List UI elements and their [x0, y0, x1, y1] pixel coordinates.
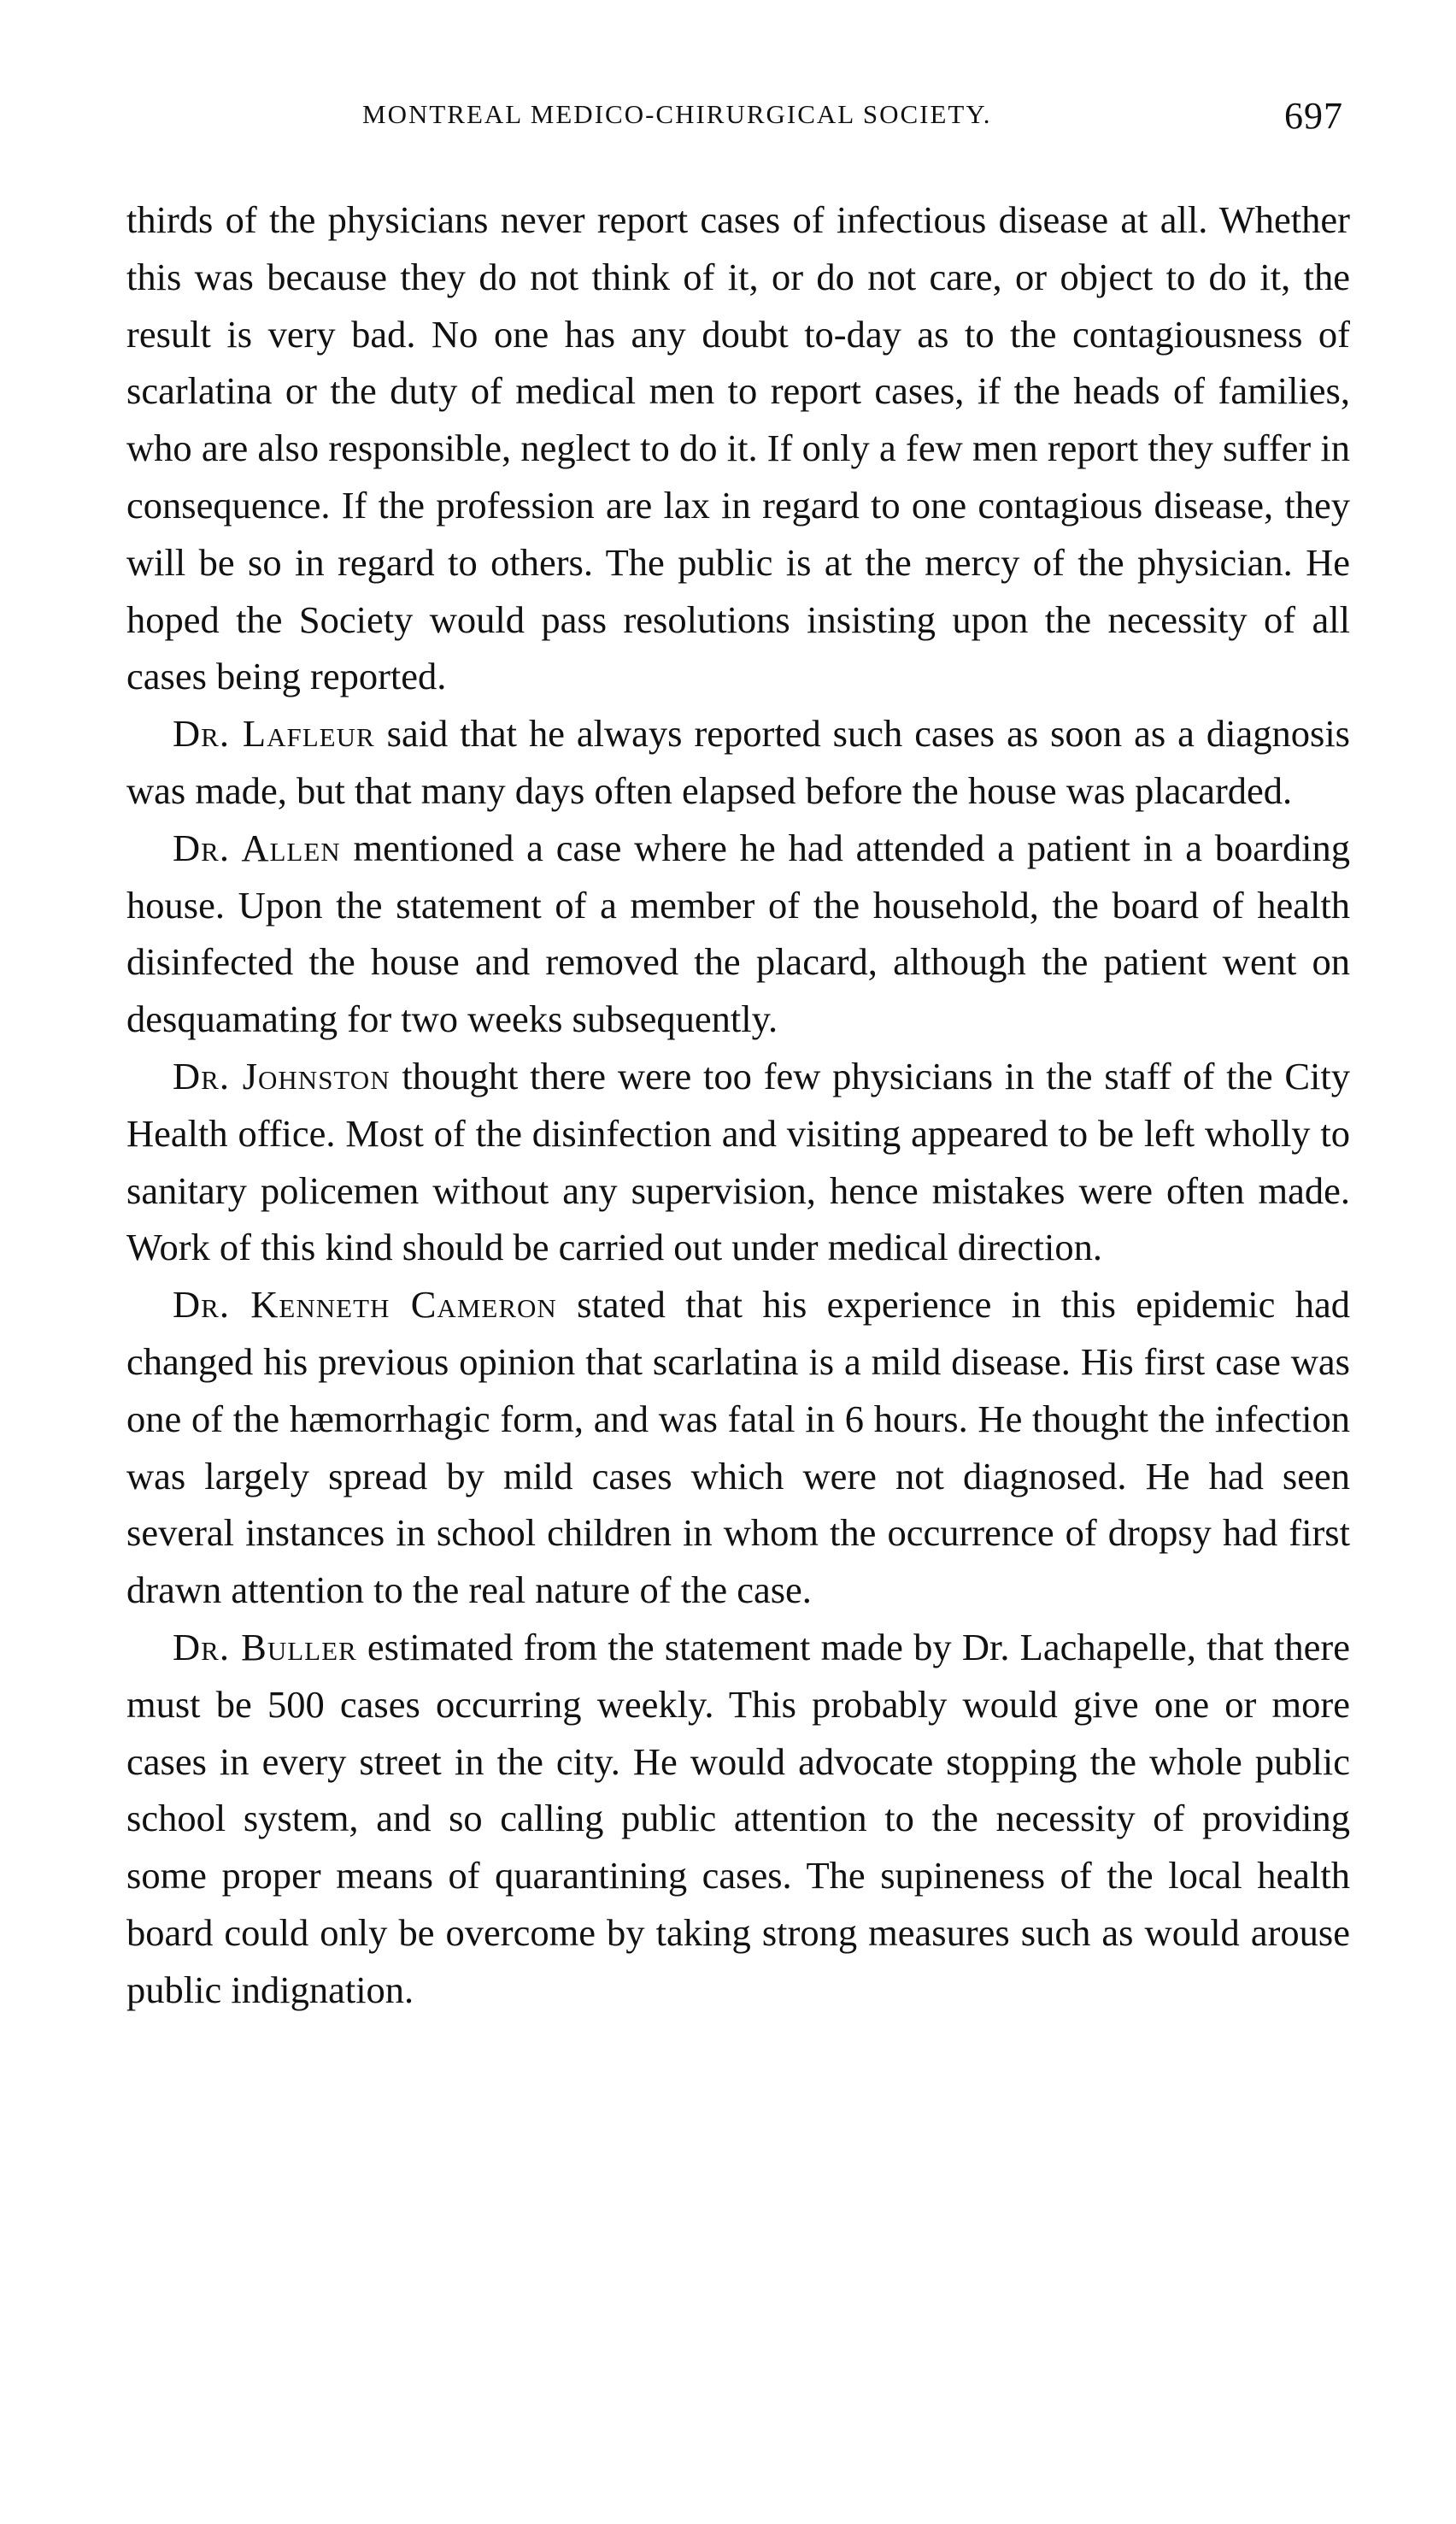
paragraph-allen: [126, 820, 1350, 1048]
paragraph-buller: [126, 1619, 1350, 2019]
paragraph-text: thirds of the physicians never report cases of infectious disease at all. Whether this was because they do not think of it, or do not care, or object to do it, the result is very bad. No one has any doubt to-day as to the contagiousness of scarlatina or the duty of medical men to report cases, if the heads of families, who are also responsible, neglect to do it. If only a few men report they suffer in consequence. If the profession are lax in regard to one contagious disease, they will be so in regard to others. The public is at the mercy of the physician. He hoped the Society would pass resolutions insisting upon the necessity of all cases being reported.: [126, 198, 1350, 698]
body-text: [126, 191, 1350, 2019]
paragraph-text: estimated from the statement made by Dr. Lachapelle, that there must be 500 cases occurring weekly. This probably would give one or more cases in every street in the city. He would advocate stopping the whole public school system, and so calling public attention to the necessity of providing some proper means of quarantining cases. The supineness of the local health board could only be overcome by taking strong measures such as would arouse public indignation.: [126, 1625, 1350, 2011]
paragraph-lafleur: [126, 705, 1350, 820]
page-number: 697: [1284, 95, 1343, 137]
running-head: [126, 94, 1350, 142]
document-page: [126, 94, 1350, 2019]
paragraph-cameron: [126, 1276, 1350, 1619]
paragraph-text: said that he always reported such cases as soon as a diagnosis was made, but that many days often elapsed before the house was placarded.: [126, 712, 1351, 812]
paragraph-johnston: [126, 1048, 1350, 1276]
paragraph-text: thought there were too few physicians in the staff of the City Health office. Most of the disinfection and visiting appeared to be left wholly to sanitary policemen without any supervision, hence mistakes were often made. Work of this kind should be carried out under medical direction.: [126, 1054, 1351, 1269]
paragraph-text: mentioned a case where he had attended a patient in a boarding house. Upon the statement of a member of the household, the board of health disinfected the house and removed the placard, although the patient went on desquamating for two weeks subsequently.: [126, 826, 1350, 1041]
speaker-name: Dr. Kenneth Cameron: [173, 1283, 557, 1327]
paragraph-continuation: [126, 191, 1350, 705]
journal-title: MONTREAL MEDICO-CHIRURGICAL SOCIETY.: [362, 99, 992, 129]
speaker-name: Dr. Allen: [173, 826, 341, 869]
paragraph-text: stated that his experience in this epidemic had changed his previous opinion that scarlatina is a mild disease. His first case was one of the hæmorrhagic form, and was fatal in 6 hours. He thought the infection was largely spread by mild cases which were not diagnosed. He had seen several instances in school children in whom the occurrence of dropsy had first drawn attention to the real nature of the case.: [126, 1283, 1350, 1612]
speaker-name: Dr. Buller: [173, 1625, 357, 1668]
speaker-name: Dr. Johnston: [173, 1054, 390, 1097]
speaker-name: Dr. Lafleur: [173, 712, 375, 756]
